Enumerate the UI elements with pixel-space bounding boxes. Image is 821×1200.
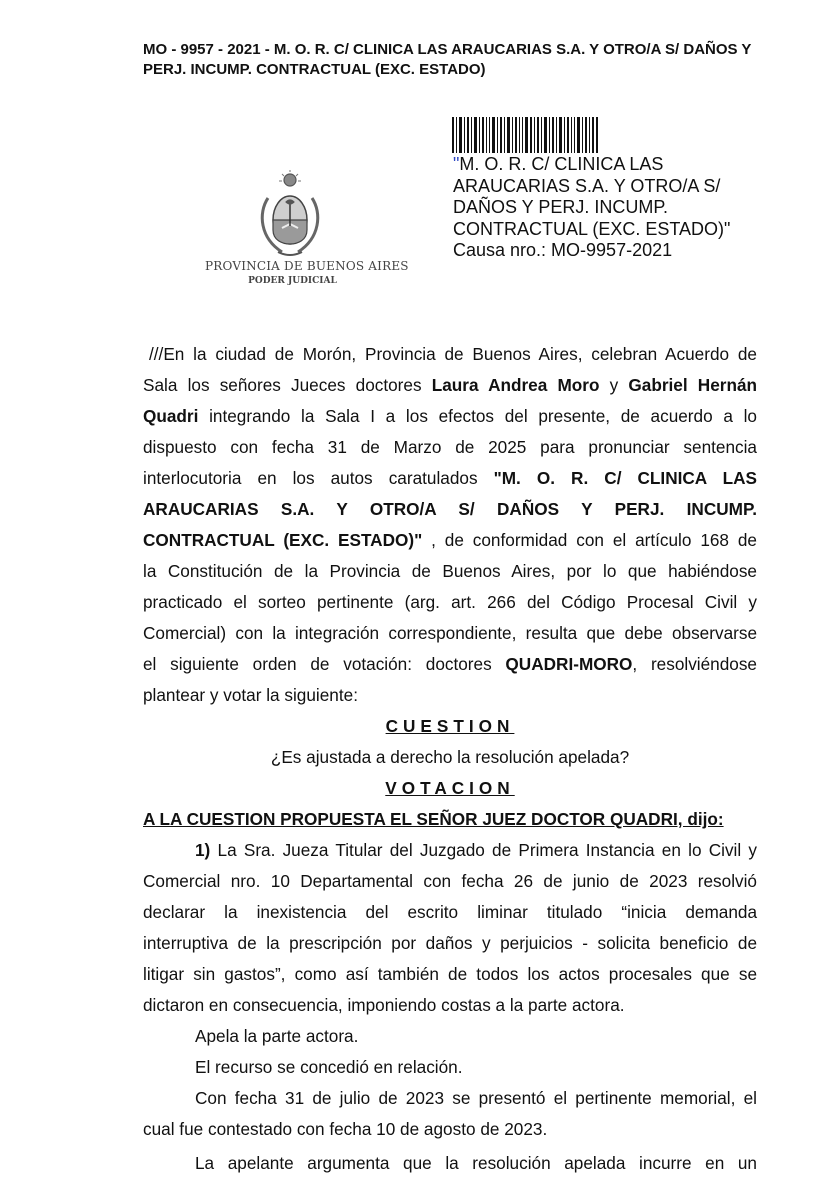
barcode — [452, 117, 598, 153]
paragraph-4: El recurso se concedió en relación. — [195, 1057, 463, 1077]
paragraph-2-line-4: interruptiva de la prescripción por daños y perjuicios - solicita beneficio de — [143, 933, 757, 953]
cuestion-text: ¿Es ajustada a derecho la resolución apelada? — [270, 747, 630, 767]
opening-quote: " — [453, 154, 460, 174]
paragraph-5-line-1: Con fecha 31 de julio de 2023 se presentó el pertinente memorial, el — [195, 1088, 757, 1108]
case-caption-line-2: ARAUCARIAS S.A. Y OTRO/A S/ — [453, 175, 721, 196]
cuestion-heading: CUESTION — [385, 716, 515, 736]
paragraph-1-line-10: Comercial) con la integración correspondiente, resulta que debe observarse — [143, 623, 757, 643]
paragraph-1-line-9: practicado el sorteo pertinente (arg. art. 266 del Código Procesal Civil y — [143, 592, 757, 612]
paragraph-1-line-6: ARAUCARIAS S.A. Y OTRO/A S/ DAÑOS Y PERJ. INCUMP. — [143, 499, 757, 519]
paragraph-5-line-2: cual fue contestado con fecha 10 de agosto de 2023. — [143, 1119, 548, 1139]
paragraph-1-line-3: Quadri integrando la Sala I a los efectos del presente, de acuerdo a lo — [143, 406, 757, 426]
case-header-line-2: PERJ. INCUMP. CONTRACTUAL (EXC. ESTADO) — [143, 61, 486, 78]
paragraph-2-line-1: 1) La Sra. Jueza Titular del Juzgado de Primera Instancia en lo Civil y — [195, 840, 757, 860]
vote-heading: A LA CUESTION PROPUESTA EL SEÑOR JUEZ DOCTOR QUADRI, dijo: — [143, 809, 724, 829]
coat-of-arms-icon — [248, 168, 332, 260]
paragraph-1-line-2: Sala los señores Jueces doctores Laura Andrea Moro y Gabriel Hernán — [143, 375, 757, 395]
case-header-line-1: MO - 9957 - 2021 - M. O. R. C/ CLINICA LAS ARAUCARIAS S.A. Y OTRO/A S/ DAÑOS Y — [143, 41, 752, 58]
paragraph-2-line-3: declarar la inexistencia del escrito liminar titulado “inicia demanda — [143, 902, 757, 922]
paragraph-1-line-5: interlocutoria en los autos caratulados "M. O. R. C/ CLINICA LAS — [143, 468, 757, 488]
case-caption-box — [453, 154, 753, 262]
case-caption-line-1: "M. O. R. C/ CLINICA LAS — [453, 154, 664, 174]
province-name: PROVINCIA DE BUENOS AIRES — [205, 259, 409, 273]
votacion-heading: VOTACION — [385, 778, 515, 798]
paragraph-3: Apela la parte actora. — [195, 1026, 359, 1046]
paragraph-1-line-8: la Constitución de la Provincia de Buenos Aires, por lo que habiéndose — [143, 561, 757, 581]
judicial-branch-name: PODER JUDICIAL — [248, 276, 337, 286]
case-number: Causa nro.: MO-9957-2021 — [453, 240, 673, 260]
paragraph-2-line-2: Comercial nro. 10 Departamental con fecha 26 de junio de 2023 resolvió — [143, 871, 757, 891]
paragraph-2-line-6: dictaron en consecuencia, imponiendo costas a la parte actora. — [143, 995, 625, 1015]
case-caption-line-3: DAÑOS Y PERJ. INCUMP. — [453, 197, 669, 217]
paragraph-1-line-4: dispuesto con fecha 31 de Marzo de 2025 para pronunciar sentencia — [143, 437, 757, 457]
paragraph-1-line-7: CONTRACTUAL (EXC. ESTADO)" , de conformidad con el artículo 168 de — [143, 530, 757, 550]
paragraph-6-line-1: La apelante argumenta que la resolución apelada incurre en un — [195, 1153, 757, 1173]
paragraph-1-line-1: ///En la ciudad de Morón, Provincia de Buenos Aires, celebran Acuerdo de — [149, 344, 757, 364]
paragraph-2-line-5: litigar sin gastos”, como así también de todos los actos procesales que se — [143, 964, 757, 984]
paragraph-1-line-12: plantear y votar la siguiente: — [143, 685, 358, 705]
paragraph-1-line-11: el siguiente orden de votación: doctores QUADRI-MORO, resolviéndose — [143, 654, 757, 674]
case-caption-line-4: CONTRACTUAL (EXC. ESTADO)" — [453, 218, 731, 239]
